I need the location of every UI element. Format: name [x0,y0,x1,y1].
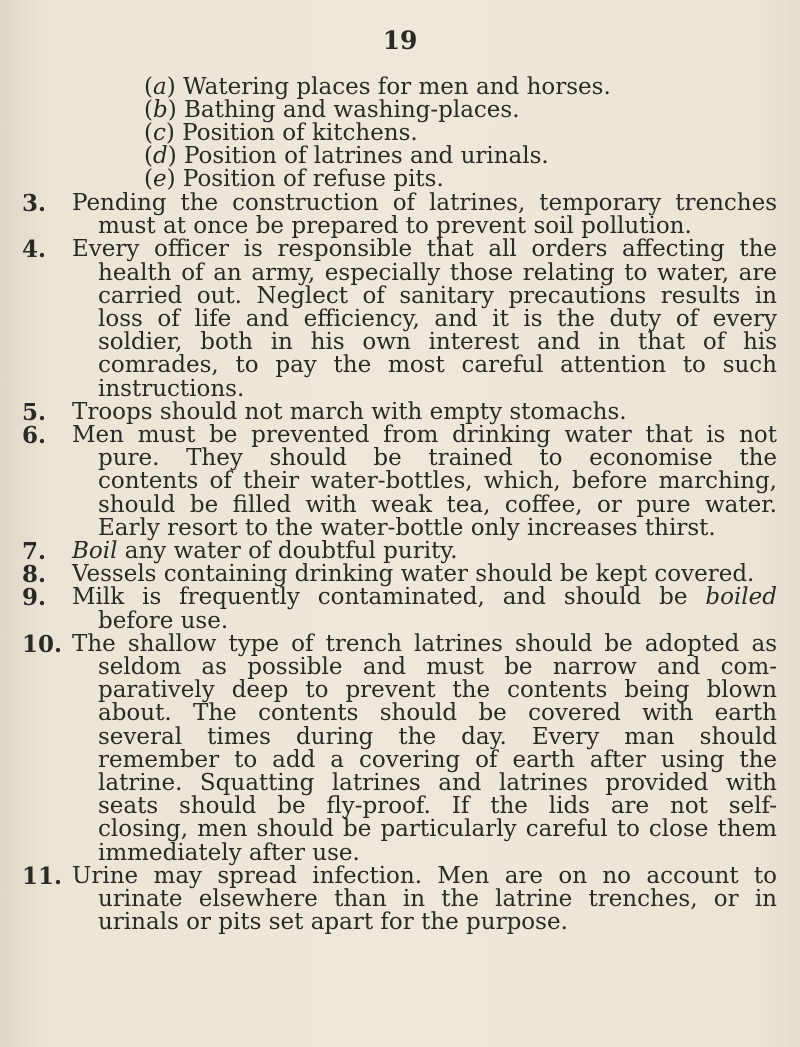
text-line: comrades, to pay the most careful attention to such [98,352,777,379]
item-5 [22,398,777,426]
numbered-list [22,192,777,935]
text-line: carried out. Neglect of sanitary precautions results in [98,282,777,309]
text-line: paratively deep to prevent the contents being blown [98,677,777,704]
item-number: 5. [22,398,47,426]
text-line: Troops should not march with empty stomachs. [72,398,627,425]
text-segment: any water of doubtful purity. [117,538,458,565]
sub-item-letter: a [152,74,167,100]
item-text [72,424,777,540]
item-text [72,563,777,586]
item-7 [22,538,777,566]
sub-item-text: Bathing and washing-places. [184,97,520,123]
item-3 [22,192,777,238]
item-number: 10. [22,630,63,658]
text-line: seats should be fly-proof. If the lids are not self- [98,793,777,820]
emphasis-text: Boil [72,538,118,565]
item-8 [22,561,777,589]
text-line: health of an army, especially those relating to water, are [98,259,777,286]
sub-item-letter: c [152,120,166,146]
item-6 [22,424,777,540]
item-text [72,192,777,238]
item-text [72,586,777,632]
sub-item-e: (e) Position of refuse pits. [144,166,444,192]
sub-list [144,76,611,191]
sub-item-text: Position of latrines and urinals. [184,143,549,169]
text-line: urinate elsewhere than in the latrine trenches, or in [98,886,777,913]
sub-item-d: (d) Position of latrines and urinals. [144,143,549,169]
sub-item-letter: d [152,143,168,169]
text-line: before use. [98,607,229,634]
text-line: remember to add a covering of earth after using the [98,746,777,773]
text-line: several times during the day. Every man should [98,723,777,750]
item-10 [22,630,777,866]
text-line: soldier, both in his own interest and in that of his [98,329,777,356]
text-line: Early resort to the water-bottle only increases thirst. [98,514,716,541]
page-number: 19 [382,26,418,55]
item-11 [22,862,777,936]
sub-item-b: (b) Bathing and washing-places. [144,97,520,123]
item-text [72,398,777,425]
text-segment: Milk is frequently contaminated, and should be [72,584,688,611]
text-line: contents of their water-bottles, which, before marching, [98,468,777,495]
text-line: immediately after use. [98,839,360,866]
item-number: 7. [22,538,47,566]
text-line: urinals or pits set apart for the purpose. [98,909,568,936]
text-line: Urine may spread infection. Men are on no account to [72,862,777,889]
sub-item-text: Watering places for men and horses. [183,74,611,100]
text-line: Vessels containing drinking water should be kept covered. [72,561,755,588]
text-line: loss of life and efficiency, and it is the duty of every [98,306,777,333]
item-text [72,238,777,400]
item-number: 3. [22,190,47,217]
text-line: Every officer is responsible that all orders affecting the [72,236,777,263]
text-line: about. The contents should be covered with earth [98,700,777,727]
item-9 [22,586,777,632]
text-line: The shallow type of trench latrines should be adopted as [72,630,777,657]
text-line [72,540,777,563]
text-line: Pending the construction of latrines, temporary trenches [72,190,777,216]
sub-item-letter: e [152,166,167,192]
sub-item-c: (c) Position of kitchens. [144,120,418,146]
item-number: 8. [22,561,47,589]
item-number: 6. [22,422,47,450]
text-line: Men must be prevented from drinking water that is not [72,422,777,449]
sub-item-letter: b [152,97,168,123]
text-line: must at once be prepared to prevent soil pollution. [98,213,692,240]
item-4 [22,238,777,400]
item-text [72,630,777,866]
text-line: latrine. Squatting latrines and latrines provided with [98,770,777,797]
item-number: 11. [22,862,63,890]
item-number: 9. [22,584,47,612]
item-text [72,540,777,563]
text-line: seldom as possible and must be narrow and com- [98,654,777,681]
text-line: instructions. [98,375,245,402]
text-line [72,586,777,609]
emphasis-text: boiled [705,584,777,611]
text-line: should be filled with weak tea, coffee, or pure water. [98,491,777,518]
sub-item-text: Position of kitchens. [182,120,418,146]
item-number: 4. [22,236,47,264]
item-text [72,862,777,936]
text-line: closing, men should be particularly careful to close them [98,816,777,843]
sub-item-text: Position of refuse pits. [182,166,444,192]
sub-item-a: (a) Watering places for men and horses. [144,74,611,100]
text-line: pure. They should be trained to economise the [98,445,777,472]
